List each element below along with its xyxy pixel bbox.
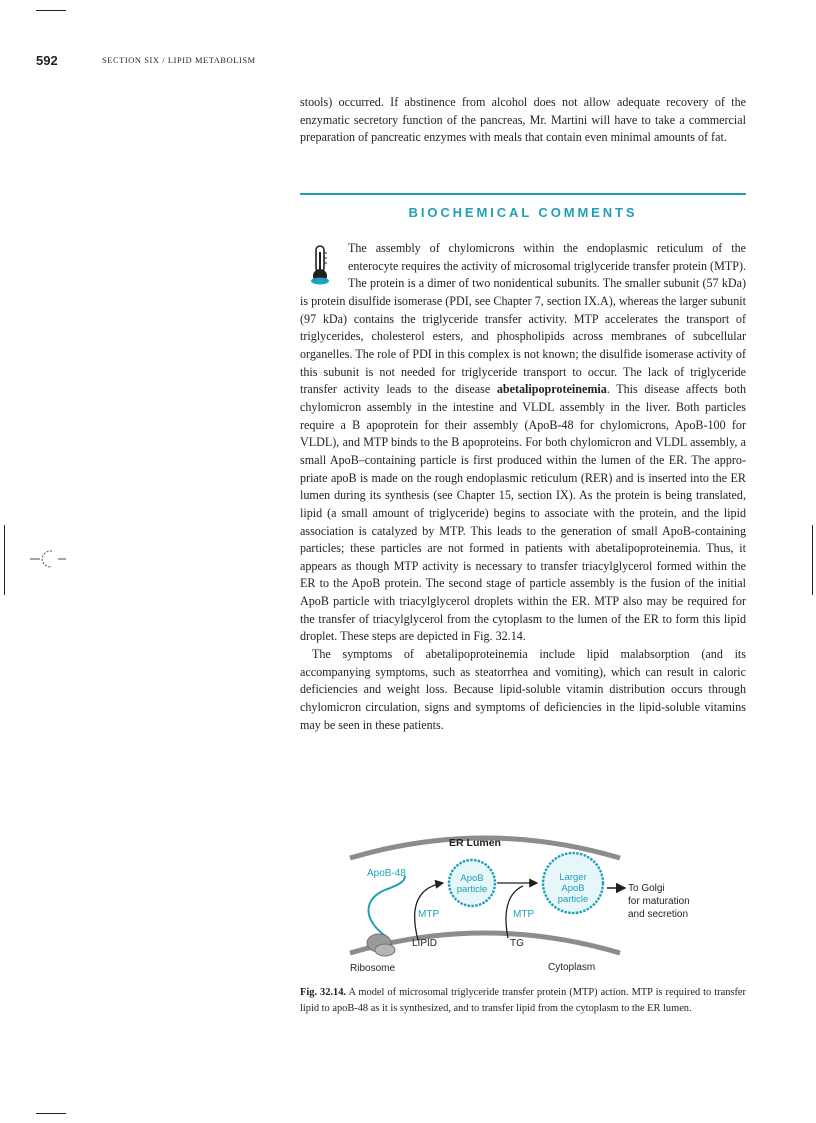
p1-text-b: . This disease affects both chylomicron assembly in the intestine and VLDL assembly in the liver. Both particles require a B apoprotein for their assembly (ApoB-48 for chylomicrons, ApoB-100 for VLDL), and MTP binds to the B apoproteins. For both chylomicron and VLDL assembly, a small ApoB–containing particle is first produced within the lumen of the ER. The appropriate apoB is made on the rough endoplasmic reticulum (RER) and is inserted into the ER lumen during its synthesis (see Chapter 15, section IX). As the protein is being translated, lipid (a small amount of triglyceride) begins to associate with the protein, and the lipid association is catalyzed by MTP. This leads to the generation of small ApoB-containing particles; these particles are not formed in patients with abetalipoproteinemia. Thus, it appears as though MTP activity is necessary to transfer triacylglycerol formed within the ER to the ApoB protein. The second stage of particle assembly is the fusion of the initial ApoB particle with triacylglycerol droplets within the ER. MTP also may be required for the transfer of triacylglycerol from the cytoplasm to the lumen of the ER to form this lipid droplet. These steps are depicted in Fig. 32.14. [300, 382, 746, 644]
comments-paragraph-2: The symptoms of abetalipoproteinemia include lipid malabsorption (and its accompanying symptoms, such as steatorrhea and vomiting), which can result in caloric deficiencies and weight loss. Because lipid-soluble vitamin distribution occurs through chylomicron circulation, signs and symptoms of deficiencies in the lipid-soluble vitamins may be seen in these patients. [300, 647, 746, 732]
caption-text: A model of microsomal triglyceride transfer protein (MTP) action. MTP is required to transfer lipid to apoB-48 as it is synthesized, and to transfer lipid from the cytoplasm to the ER lumen. [300, 987, 746, 1015]
ribosome-label: Ribosome [350, 963, 396, 974]
mtp-label-1: MTP [418, 909, 440, 920]
running-head: SECTION SIX / LIPID METABOLISM [102, 56, 256, 65]
crop-mark-right [812, 525, 813, 595]
cytoplasm-label: Cytoplasm [548, 962, 596, 973]
golgi-line2: for maturation [628, 896, 690, 907]
crop-mark-bottom [36, 1113, 66, 1114]
mtp-figure [345, 828, 785, 978]
apob-particle-line1: ApoB [460, 873, 484, 884]
crop-mark-top [36, 10, 66, 11]
lipid-label: LIPID [412, 938, 438, 949]
larger-particle-line2: ApoB [561, 883, 585, 894]
apob-particle-line2: particle [456, 884, 488, 895]
larger-particle-line1: Larger [559, 872, 587, 883]
golgi-line1: To Golgi [628, 883, 665, 894]
section-title: BIOCHEMICAL COMMENTS [408, 205, 638, 220]
biochemical-comments-text [300, 240, 746, 734]
section-rule [300, 193, 746, 195]
intro-text: stools) occurred. If abstinence from alcohol does not allow adequate recovery of the enzymatic secretory function of the pancreas, Mr. Martini will have to take a commercial preparation of pancreatic enzymes with meals that contain even minimal amounts of fat. [300, 95, 746, 145]
icon-space [300, 240, 348, 290]
caption-label: Fig. 32.14. [300, 987, 347, 998]
p1-text-a: The assembly of chylomicrons within the endoplasmic reticulum of the enterocyte requires the activity of microsomal triglyceride transfer protein (MTP). The protein is a dimer of two nonidentical subunits. The smaller subunit (57 kDa) is protein disulfide isomerase (PDI, see Chapter 7, section IX.A), whereas the larger subunit (97 kDa) contains the triglyceride transfer activity. MTP accelerates the transport of triglycerides, cholesterol esters, and phospholipids across membranes of subcellular organelles. The role of PDI in this complex is not known; the disulfide isomerase activity of this subunit is not needed for triglyceride transport to occur. The lack of triglyceride transfer activity leads to the disease [300, 241, 746, 397]
page-number: 592 [36, 53, 58, 68]
crop-mark-left [4, 525, 5, 595]
key-term: abetalipoproteinemia [496, 382, 607, 397]
mtp-label-2: MTP [513, 909, 535, 920]
larger-particle-line3: particle [557, 894, 589, 905]
page-header [36, 53, 436, 69]
golgi-line3: and secretion [628, 909, 689, 920]
registration-mark [30, 547, 70, 577]
comments-paragraph-1 [300, 240, 746, 646]
intro-paragraph [300, 94, 746, 147]
apob48-chain [368, 876, 405, 938]
mtp-diagram [345, 828, 785, 978]
figure-caption [300, 985, 746, 1017]
er-lumen-label: ER Lumen [449, 837, 501, 849]
tg-label: TG [510, 938, 524, 949]
apob48-label: ApoB-48 [367, 868, 406, 879]
